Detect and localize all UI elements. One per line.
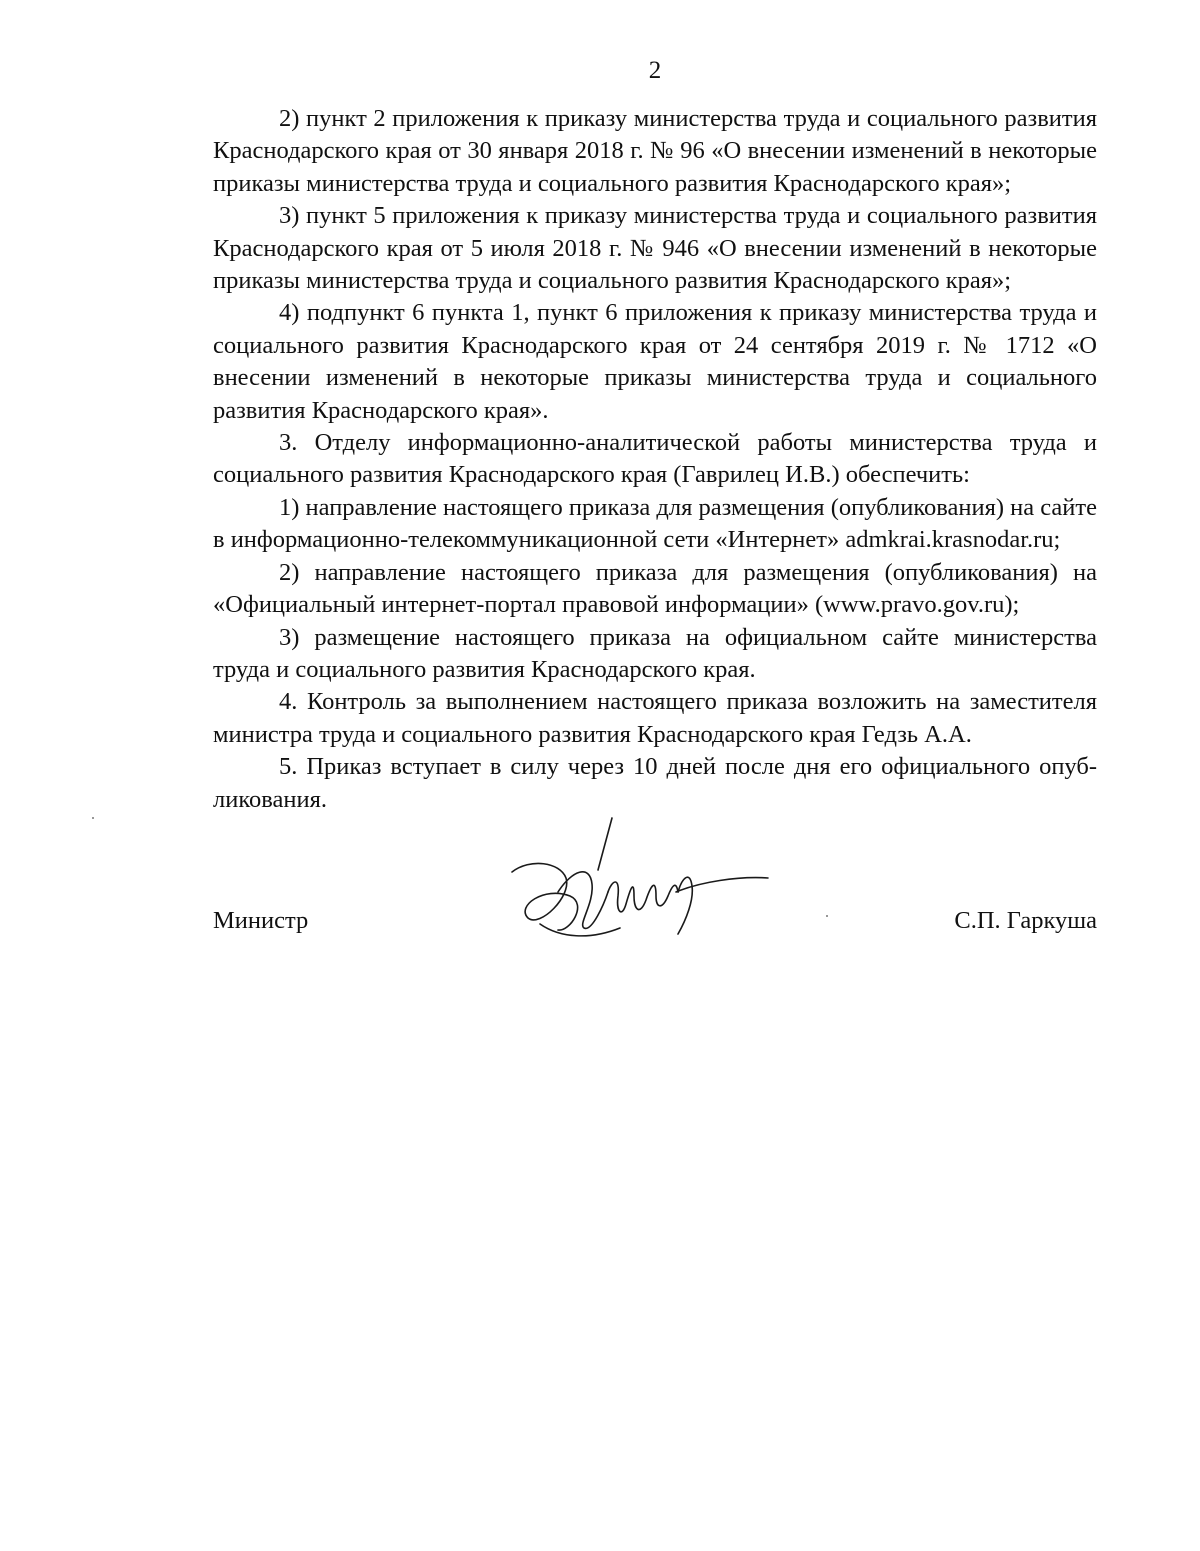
signatory-name: С.П. Гаркуша	[954, 907, 1097, 934]
paragraph-clause-3: 3. Отделу информационно-аналитической работы министерства труда и социального развития Краснодарского края (Гаврилец И.В.) обеспечить:	[213, 429, 1097, 489]
paragraph-item-2: 2) пункт 2 приложения к приказу министерства труда и социального развития Краснодарского края от 30 января 2018 г. № 96 «О внесении изменений в некоторые приказы министерства труда и социального развития Краснодарского края»;	[213, 105, 1097, 197]
paragraph-subitem-1: 1) направление настоящего приказа для размещения (опубликования) на сайте в информационно-телекоммуникационной сети «Интернет» admkrai.krasnodar.ru;	[213, 493, 1097, 554]
scan-artifact	[92, 817, 94, 819]
signatory-title: Министр	[213, 907, 309, 934]
paragraph-item-3: 3) пункт 5 приложения к приказу министерства труда и социального развития Краснодарского края от 5 июля 2018 г. № 946 «О внесении изменений в некоторые приказы министерства труда и социального развития Краснодарского края»;	[213, 202, 1097, 295]
document-body	[213, 103, 1097, 816]
signature-block	[213, 905, 1097, 945]
paragraph-clause-4: 4. Контроль за выполнением настоящего приказа возложить на заместителя министра труда и социального развития Краснодарского края Гедзь А.А.	[213, 688, 1097, 748]
paragraph-clause-5: 5. Приказ вступает в силу через 10 дней после дня его официального опубликования.	[213, 753, 1097, 813]
paragraph-subitem-3: 3) размещение настоящего приказа на официальном сайте министерства труда и социального развития Краснодарского края.	[213, 623, 1097, 683]
paragraph-item-4: 4) подпункт 6 пункта 1, пункт 6 приложения к приказу министерства труда и социального развития Краснодарского края от 24 сентября 2019 г. № 1712 «О внесении изменений в некоторые приказы министерства труда и социального развития Краснодарского края».	[213, 299, 1097, 424]
paragraph-subitem-2: 2) направление настоящего приказа для размещения (опубликования) на «Официальный интернет-портал правовой информации» (www.pravo.gov.ru);	[213, 558, 1097, 619]
page-number: 2	[648, 57, 662, 84]
